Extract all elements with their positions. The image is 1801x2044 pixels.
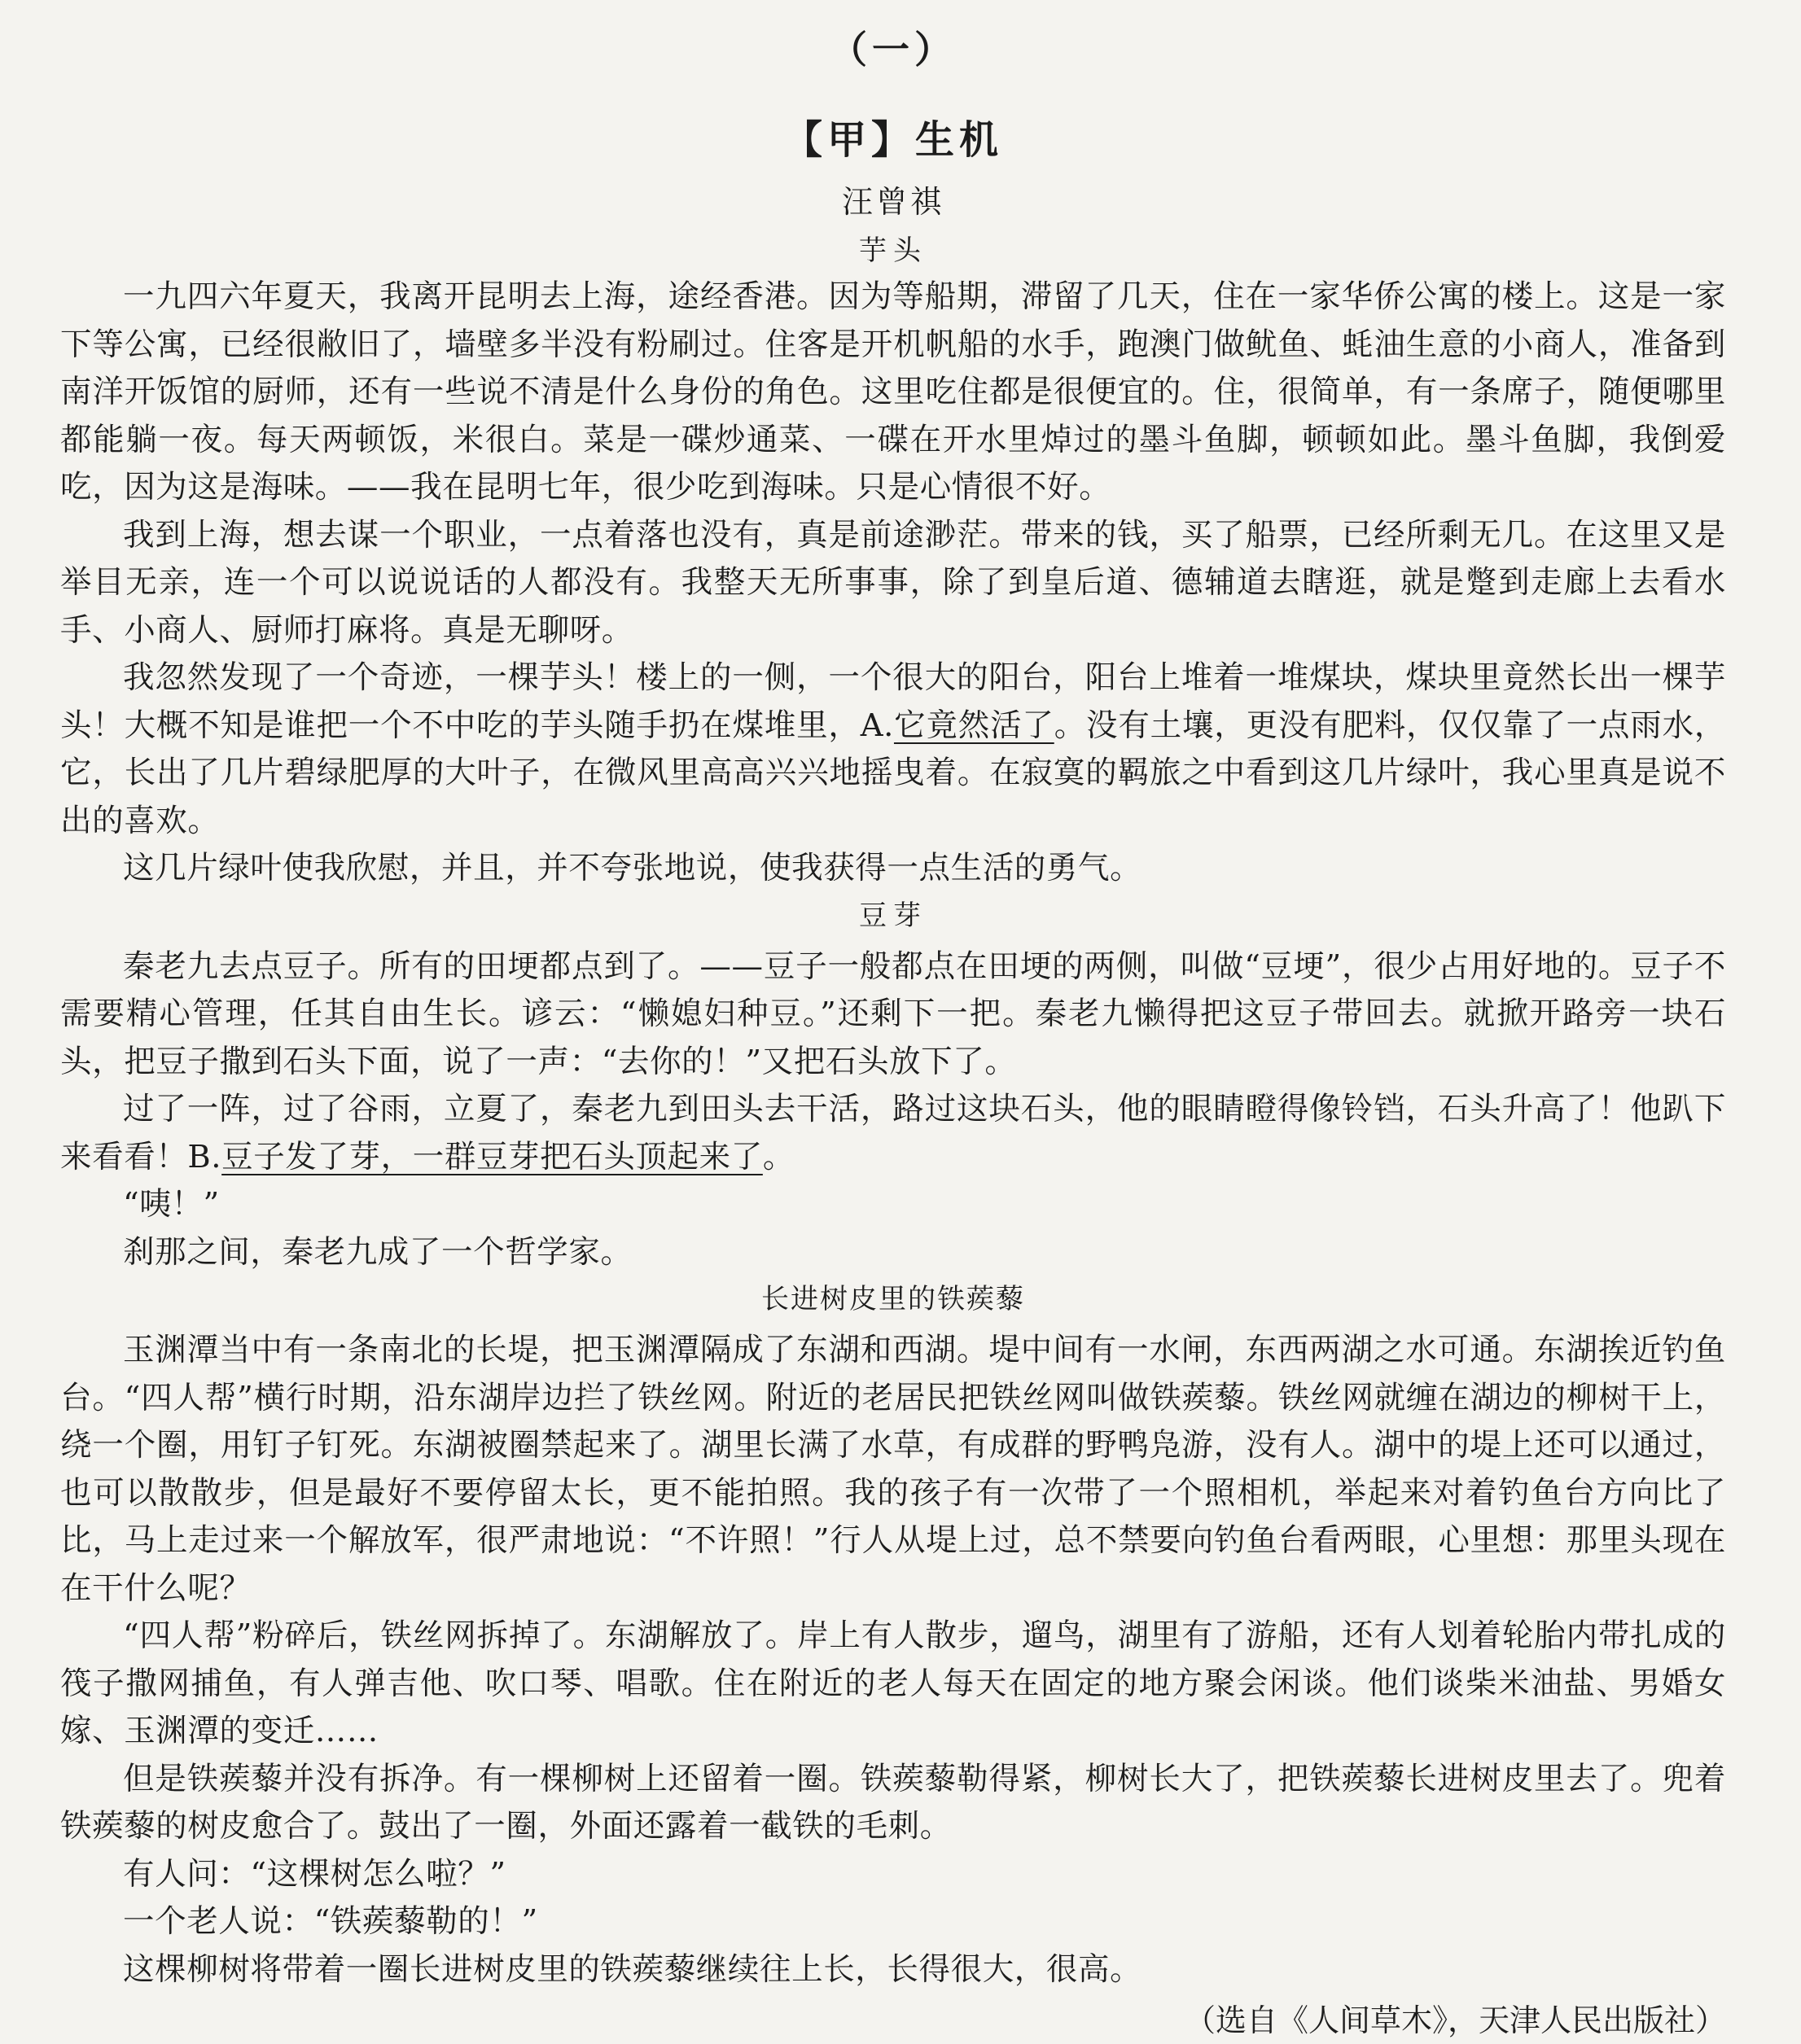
paragraph: 秦老九去点豆子。所有的田埂都点到了。——豆子一般都点在田埂的两侧，叫做“豆埂”，很少占用好地的。豆子不需要精心管理，任其自由生长。谚云：“懒媳妇种豆。”还剩下一把。秦老九懒得把这豆子带回去。就掀开路旁一块石头，把豆子撒到石头下面，说了一声：“去你的！”又把石头放下了。 [60,948,1726,1080]
underlined-sentence-a: 它竟然活了 [893,707,1054,744]
paragraph: 这几片绿叶使我欣慰，并且，并不夸张地说，使我获得一点生活的勇气。 [123,850,1142,886]
paragraph: 一九四六年夏天，我离开昆明去上海，途经香港。因为等船期，滞留了几天，住在一家华侨公寓的楼上。这是一家下等公寓，已经很敝旧了，墙壁多半没有粉刷过。住客是开机帆船的水手，跑澳门做鱿鱼、蚝油生意的小商人，准备到南洋开饭馆的厨师，还有一些说不清是什么身份的角色。这里吃住都是很便宜的。住，很简单，有一条席子，随便哪里都能躺一夜。每天两顿饭，米很白。菜是一碟炒通菜、一碟在开水里焯过的墨斗鱼脚，顿顿如此。墨斗鱼脚，我倒爱吃，因为这是海味。——我在昆明七年，很少吃到海味。只是心情很不好。 [60,278,1726,506]
paragraph-with-underline-a [60,654,1726,845]
paragraph: 玉渊潭当中有一条南北的长堤，把玉渊潭隔成了东湖和西湖。堤中间有一水闸，东西两湖之水可通。东湖挨近钓鱼台。“四人帮”横行时期，沿东湖岸边拦了铁丝网。附近的老居民把铁丝网叫做铁蒺藜。铁丝网就缠在湖边的柳树干上，绕一个圈，用钉子钉死。东湖被圈禁起来了。湖里长满了水草，有成群的野鸭凫游，没有人。湖中的堤上还可以通过，也可以散散步，但是最好不要停留太长，更不能拍照。我的孩子有一次带了一个照相机，举起来对着钓鱼台方向比了比，马上走过来一个解放军，很严肃地说：“不许照！”行人从堤上过，总不禁要向钓鱼台看两眼，心里想：那里头现在在干什么呢？ [60,1332,1726,1607]
paragraph: 刹那之间，秦老九成了一个哲学家。 [123,1233,633,1271]
text-segment: 。 [762,1138,795,1175]
text-segment: 我忽然发现了一个奇迹，一棵芋头！楼上的一侧，一个很大的阳台，阳台上堆着一堆煤块，煤块里竟然长出一棵芋头！大概不知是谁把一个不中吃的芋头随手扔在煤堆里，A. [60,659,1726,744]
paragraph: 这棵柳树将带着一圈长进树皮里的铁蒺藜继续往上长，长得很大，很高。 [123,1950,1142,1988]
source-citation: （选自《人间草木》，天津人民出版社） [1184,2002,1726,2038]
underlined-sentence-b: 豆子发了芽，一群豆芽把石头顶起来了 [221,1138,763,1175]
paragraph: 一个老人说：“铁蒺藜勒的！” [123,1903,538,1940]
paragraph: 有人问：“这棵树怎么啦？” [123,1855,506,1893]
article-author: 汪曾祺 [841,184,944,220]
paragraph: “咦！” [123,1186,220,1223]
paragraph: “四人帮”粉碎后，铁丝网拆掉了。东湖解放了。岸上有人散步，遛鸟，湖里有了游船，还有人划着轮胎内带扎成的筏子撒网捕鱼，有人弹吉他、吹口琴、唱歌。住在附近的老人每天在固定的地方聚会闲谈。他们谈柴米油盐、男婚女嫁、玉渊潭的变迁…… [60,1617,1726,1749]
subsection-title-barbed-wire: 长进树皮里的铁蒺藜 [761,1283,1025,1315]
paragraph: 但是铁蒺藜并没有拆净。有一棵柳树上还留着一圈。铁蒺藜勒得紧，柳树长大了，把铁蒺藜长进树皮里去了。兜着铁蒺藜的树皮愈合了。鼓出了一圈，外面还露着一截铁的毛刺。 [60,1760,1726,1845]
text-segment: 。没有土壤，更没有肥料，仅仅靠了一点雨水，它，长出了几片碧绿肥厚的大叶子，在微风里高高兴兴地摇曳着。在寂寞的羁旅之中看到这几片绿叶，我心里真是说不出的喜欢。 [60,707,1726,839]
paragraph: 我到上海，想去谋一个职业，一点着落也没有，真是前途渺茫。带来的钱，买了船票，已经所剩无几。在这里又是举目无亲，连一个可以说说话的人都没有。我整天无所事事，除了到皇后道、德辅道去瞎逛，就是蹩到走廊上去看水手、小商人、厨师打麻将。真是无聊呀。 [60,516,1726,649]
paragraph-with-underline-b [60,1086,1726,1181]
text-segment: 过了一阵，过了谷雨，立夏了，秦老九到田头去干活，路过这块石头，他的眼睛瞪得像铃铛，石头升高了！他趴下来看看！B. [60,1091,1726,1175]
subsection-title-bean-sprouts: 豆芽 [859,899,927,932]
section-number: （一） [830,28,957,72]
article-title: 【甲】生机 [782,117,1003,163]
subsection-title-taro: 芋头 [859,234,927,267]
